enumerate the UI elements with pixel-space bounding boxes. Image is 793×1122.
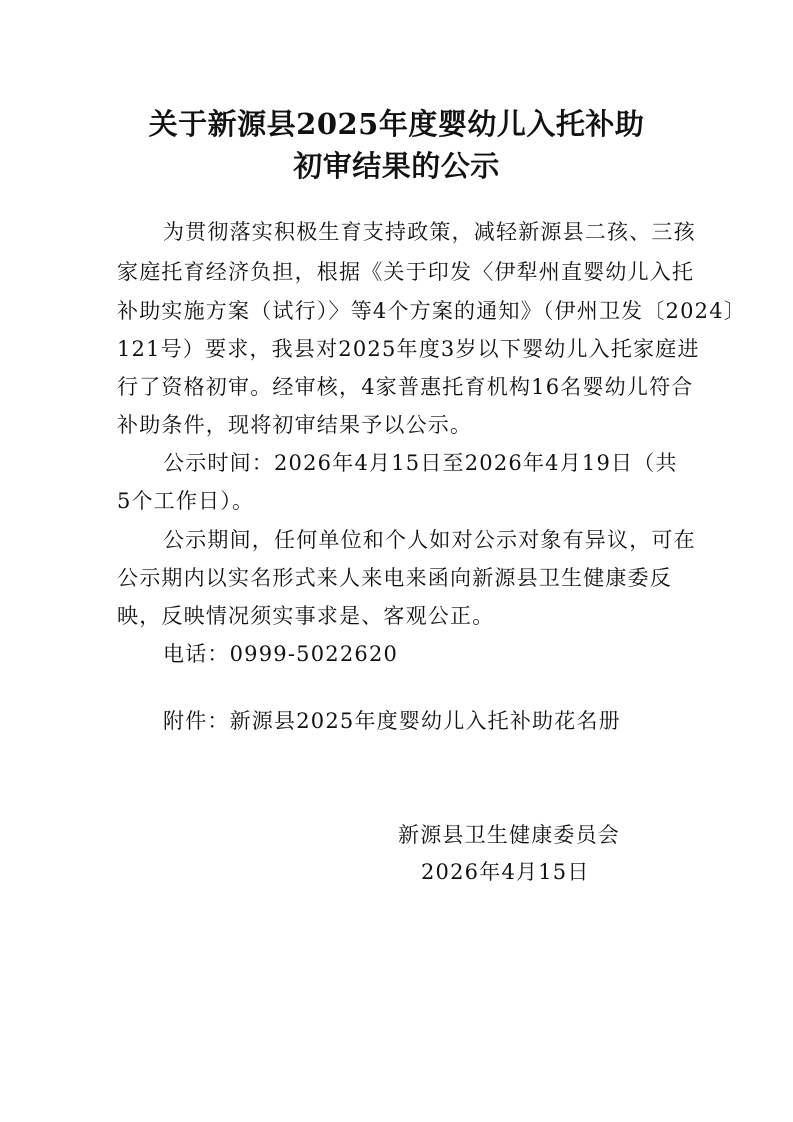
signature-organization: 新源县卫生健康委员会 (398, 823, 620, 847)
signature-date: 2026年4月15日 (421, 860, 590, 884)
paragraph-1-line-1: 为贯彻落实积极生育支持政策，减轻新源县二孩、三孩 (163, 220, 696, 244)
paragraph-1-line-4: 121号）要求，我县对2025年度3岁以下婴幼儿入托家庭进 (117, 337, 700, 361)
document-title-line-1: 关于新源县2025年度婴幼儿入托补助 (148, 107, 645, 141)
paragraph-1-line-3: 补助实施方案（试行）〉等4个方案的通知》（伊州卫发〔2024〕 (117, 299, 747, 323)
paragraph-3-line-1: 公示期间，任何单位和个人如对公示对象有异议，可在 (163, 528, 696, 552)
paragraph-3-line-2: 公示期内以实名形式来人来电来函向新源县卫生健康委反 (117, 566, 672, 590)
paragraph-2-line-2: 5个工作日）。 (117, 489, 255, 513)
attachment-line: 附件：新源县2025年度婴幼儿入托补助花名册 (163, 709, 621, 733)
paragraph-3-line-3: 映，反映情况须实事求是、客观公正。 (117, 604, 495, 628)
paragraph-2-line-1: 公示时间：2026年4月15日至2026年4月19日（共 (163, 451, 678, 475)
document-title-line-2: 初审结果的公示 (293, 149, 500, 183)
paragraph-1-line-2: 家庭托育经济负担，根据《关于印发〈伊犁州直婴幼儿入托 (117, 260, 695, 284)
paragraph-1-line-6: 补助条件，现将初审结果予以公示。 (117, 413, 473, 437)
paragraph-1-line-5: 行了资格初审。经审核，4家普惠托育机构16名婴幼儿符合 (117, 375, 694, 399)
phone-line: 电话：0999-5022620 (163, 642, 399, 666)
